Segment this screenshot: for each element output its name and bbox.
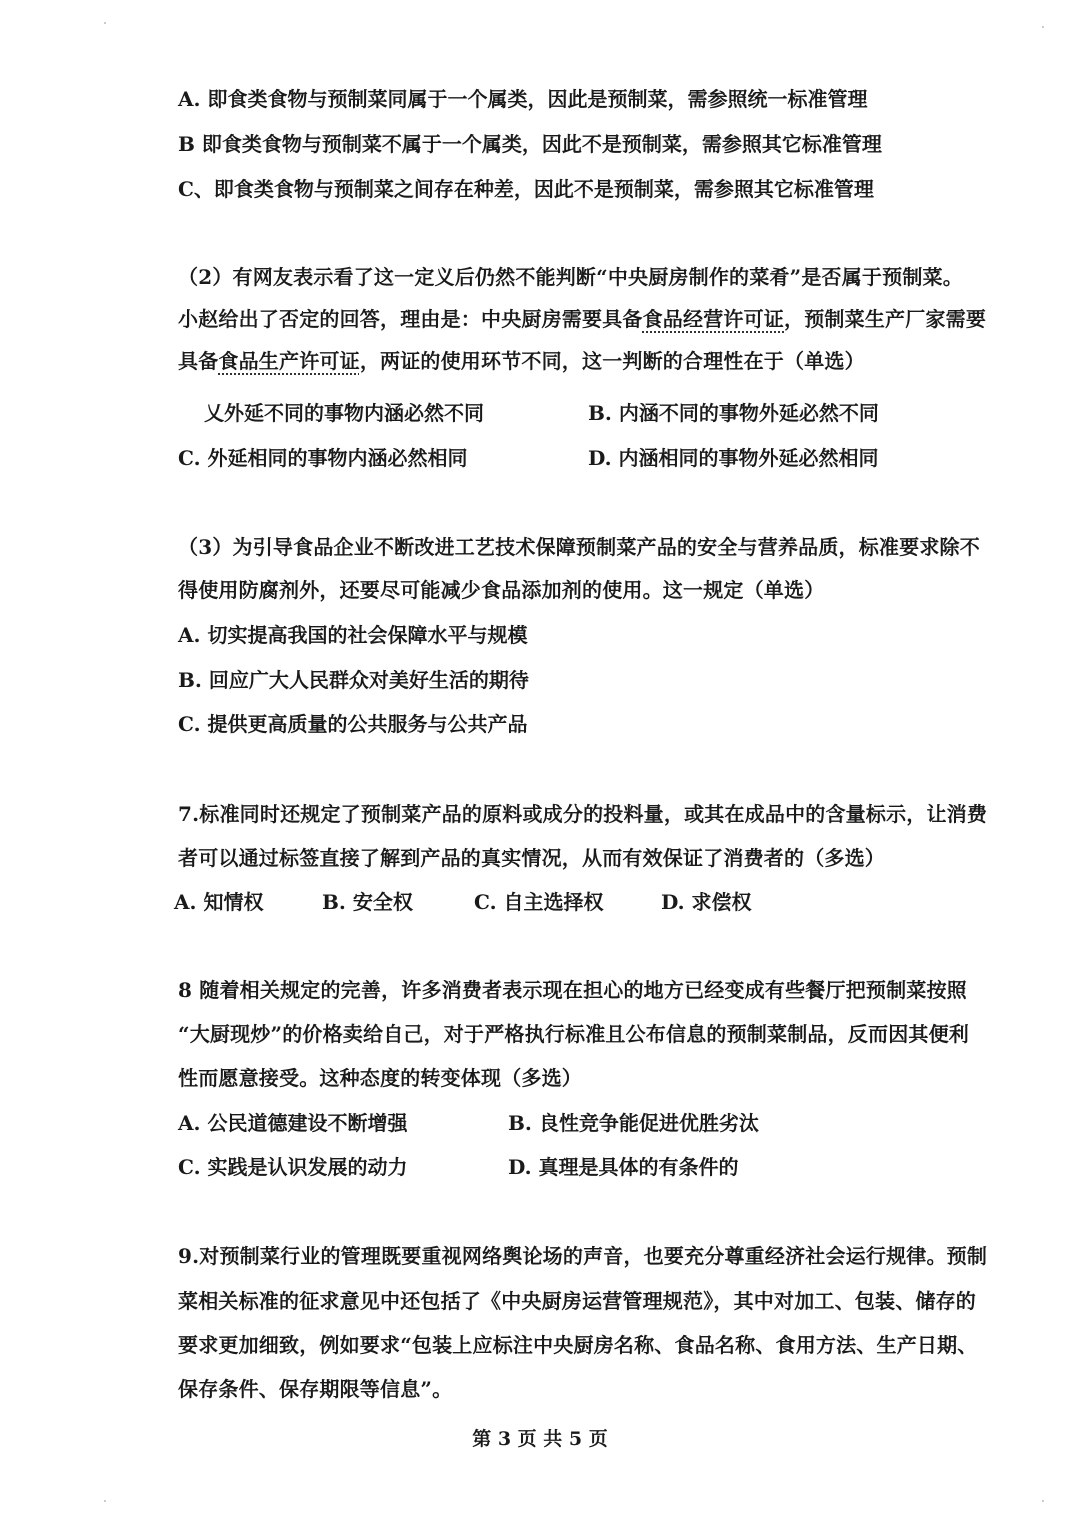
q6-2-stem-line2	[178, 306, 986, 332]
q6-2-stem-line2-pre: 小赵给出了否定的回答，理由是：中央厨房需要具备	[178, 307, 643, 331]
q6-1-option-c: C、即食类食物与预制菜之间存在种差，因此不是预制菜，需参照其它标准管理	[178, 177, 874, 201]
q6-2-option-c: C. 外延相同的事物内涵必然相同	[178, 446, 468, 470]
q8-option-a: A. 公民道德建设不断增强	[178, 1111, 408, 1135]
q8-option-c: C. 实践是认识发展的动力	[178, 1155, 408, 1179]
q6-2-option-a	[204, 400, 484, 426]
q7-stem-line2: 者可以通过标签直接了解到产品的真实情况，从而有效保证了消费者的（多选）	[178, 846, 885, 870]
q8-option-b: B. 良性竞争能促进优胜劣汰	[508, 1111, 759, 1135]
q6-2-dotted-license-2: 食品生产许可证	[218, 349, 360, 373]
q6-2-stem-line1: （2）有网友表示看了这一定义后仍然不能判断“中央厨房制作的菜肴”是否属于预制菜。	[178, 265, 963, 289]
q6-2-option-a-mark: 乂	[204, 401, 224, 425]
q9-stem-line3: 要求更加细致，例如要求“包装上应标注中央厨房名称、食品名称、食用方法、生产日期、	[178, 1333, 978, 1357]
q7-option-c: C. 自主选择权	[474, 890, 604, 914]
q8-stem-line1: 8 随着相关规定的完善，许多消费者表示现在担心的地方已经变成有些餐厅把预制菜按照	[178, 978, 967, 1002]
q6-2-option-b: B. 内涵不同的事物外延必然不同	[588, 401, 879, 425]
q6-2-option-a-text: 外延不同的事物内涵必然不同	[224, 401, 484, 425]
q8-stem-line3: 性而愿意接受。这种态度的转变体现（多选）	[178, 1066, 582, 1090]
q7-stem-line1: 7.标准同时还规定了预制菜产品的原料或成分的投料量，或其在成品中的含量标示，让消费	[178, 802, 988, 826]
page-number-footer: 第 3 页 共 5 页	[472, 1428, 608, 1450]
scan-speck	[1042, 1500, 1044, 1502]
q6-2-stem-line2-post: ，预制菜生产厂家需要	[784, 307, 987, 331]
q8-option-d: D. 真理是具体的有条件的	[508, 1155, 739, 1179]
q7-option-b: B. 安全权	[322, 890, 413, 914]
q9-stem-line2: 菜相关标准的征求意见中还包括了《中央厨房运营管理规范》，其中对加工、包装、储存的	[178, 1289, 976, 1313]
q9-stem-line1: 9.对预制菜行业的管理既要重视网络舆论场的声音，也要充分尊重经济社会运行规律。预制	[178, 1244, 988, 1268]
q6-3-stem-line1: （3）为引导食品企业不断改进工艺技术保障预制菜产品的安全与营养品质，标准要求除不	[178, 535, 980, 559]
q6-3-option-c: C. 提供更高质量的公共服务与公共产品	[178, 712, 528, 736]
q6-2-option-d: D. 内涵相同的事物外延必然相同	[588, 446, 879, 470]
q6-2-stem-line3-pre: 具备	[178, 349, 219, 373]
scan-speck	[1042, 26, 1044, 28]
q8-stem-line2: “大厨现炒”的价格卖给自己，对于严格执行标准且公布信息的预制菜制品，反而因其便利	[178, 1022, 970, 1046]
q6-3-option-b: B. 回应广大人民群众对美好生活的期待	[178, 668, 529, 692]
scan-speck	[104, 1500, 106, 1502]
q6-1-option-b: B 即食类食物与预制菜不属于一个属类，因此不是预制菜，需参照其它标准管理	[178, 132, 882, 156]
q6-3-stem-line2: 得使用防腐剂外，还要尽可能减少食品添加剂的使用。这一规定（单选）	[178, 578, 825, 602]
q7-option-a: A. 知情权	[174, 890, 264, 914]
q6-2-stem-line3	[178, 348, 865, 374]
q6-1-option-a: A. 即食类食物与预制菜同属于一个属类，因此是预制菜，需参照统一标准管理	[178, 87, 868, 111]
q9-stem-line4: 保存条件、保存期限等信息”。	[178, 1377, 453, 1401]
q6-3-option-a: A. 切实提高我国的社会保障水平与规模	[178, 623, 528, 647]
q6-2-stem-line3-post: ，两证的使用环节不同，这一判断的合理性在于（单选）	[359, 349, 865, 373]
q7-option-d: D. 求偿权	[661, 890, 752, 914]
scan-speck	[104, 22, 106, 24]
q6-2-dotted-license-1: 食品经营许可证	[642, 307, 785, 331]
